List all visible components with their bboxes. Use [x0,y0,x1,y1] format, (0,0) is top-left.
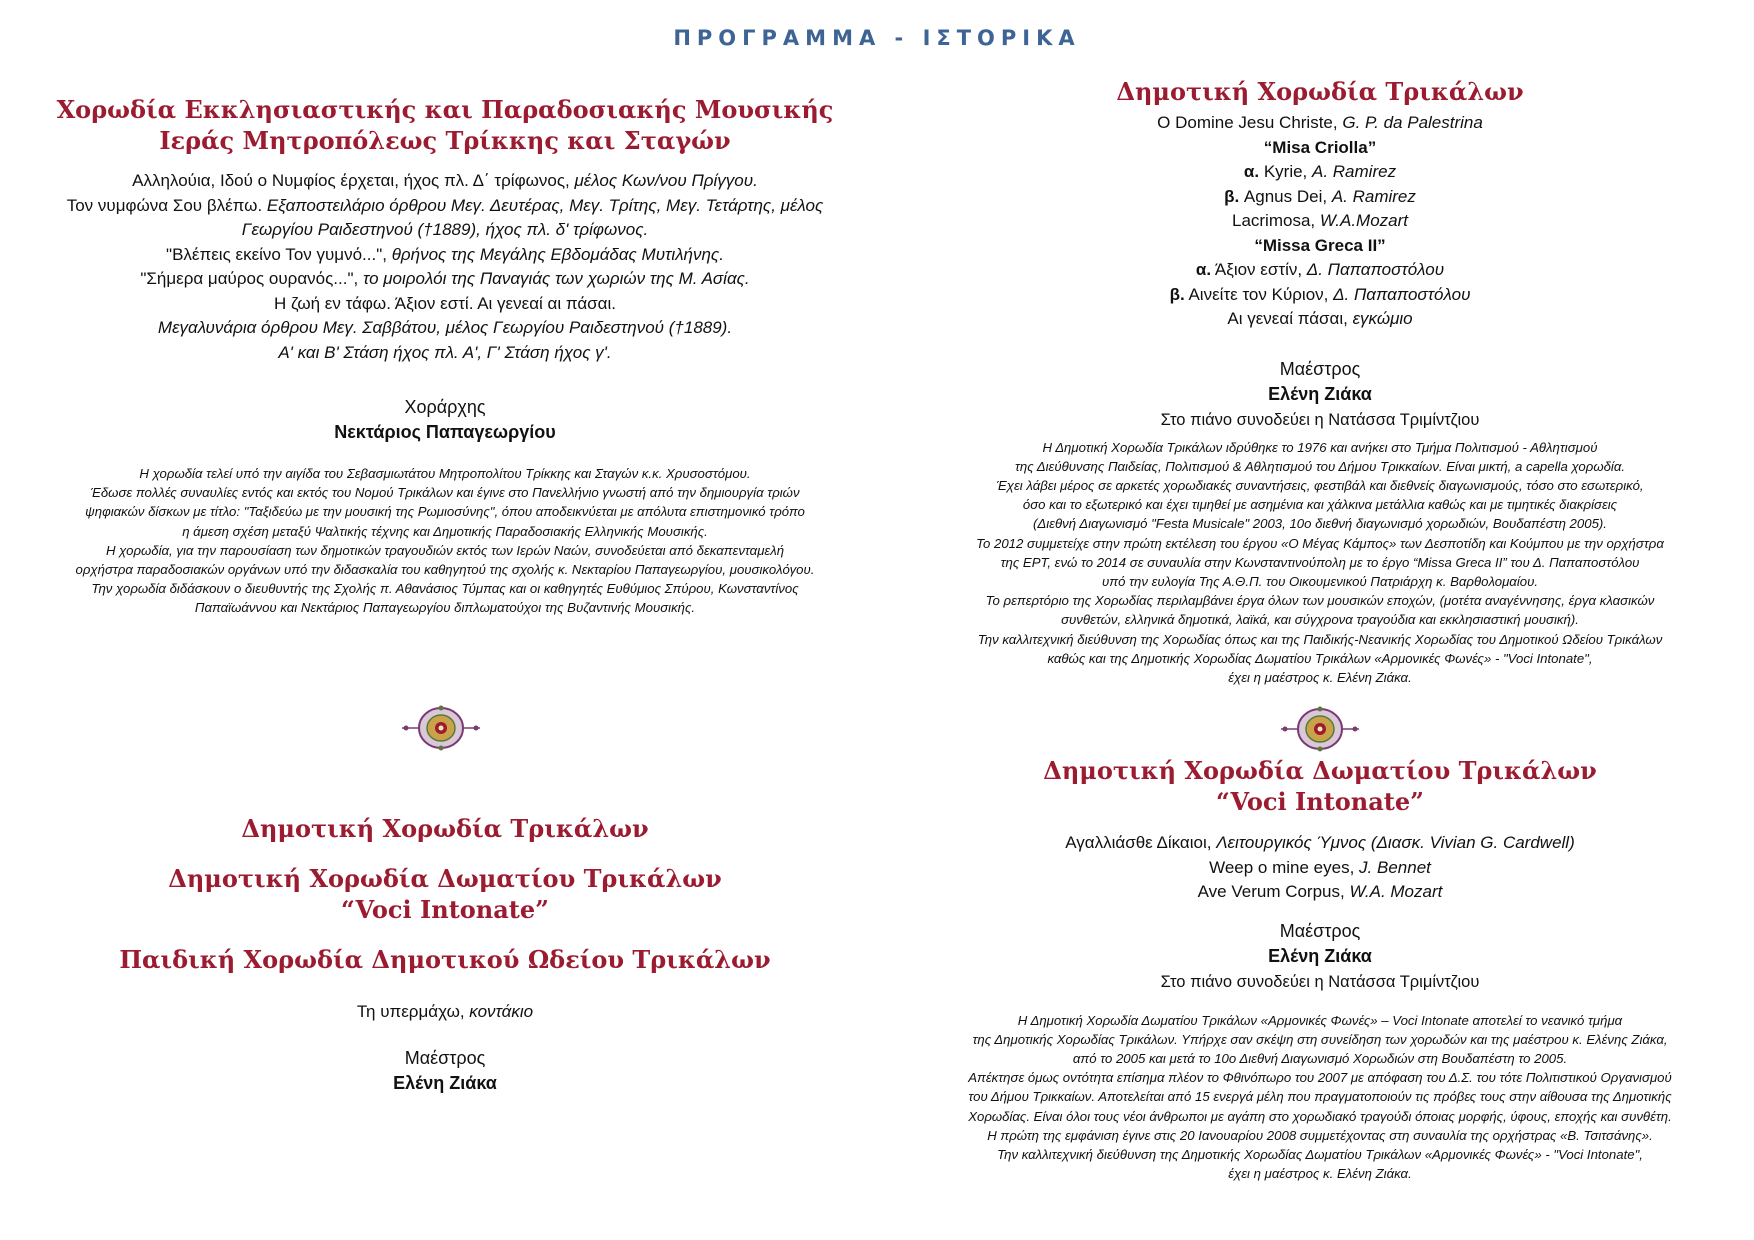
bio-line: η άμεση σχέση μεταξύ Ψαλτικής τέχνης και Δημοτικής Παραδοσιακής Ελληνικής Μουσικής. [182,523,708,539]
bio-line: της ΕΡΤ, ενώ το 2014 σε συναυλία στην Κωνσταντινούπολη με το έργο “Missa Greca II” του Δ. Παπαποστόλου [1000,554,1640,570]
bio-line: του Δήμου Τρικκαίων. Αποτελείται από 15 ενεργά μέλη που πραγματοποιούν τις πρόβες τους στην αίθουσα της Δημοτικής [968,1089,1672,1105]
municipal-choir-section [945,76,1695,687]
bio-line: Έδωσε πολλές συναυλίες εντός και εκτός του Νομού Τρικάλων και έγινε στο Πανελλήνιο γνωστή από την δημιουργία τριών [90,485,800,501]
program-item: Η ζωή εν τάφω. Άξιον εστί. Αι γενεαί αι πάσαι. [274,293,616,313]
program-item: β. Αινείτε τον Κύριον, Δ. Παπαποστόλου [1169,284,1471,304]
bio-line: από το 2005 και μετά το 10ο Διεθνή Διαγωνισμό Χορωδιών στη Βουδαπέστη το 2005. [1072,1050,1568,1066]
program-item: "Σήμερα μαύρος ουρανός...", το μοιρολόι της Παναγιάς των χωριών της Μ. Ασίας. [140,269,750,288]
choir-master-role: Χοράρχης [404,397,486,417]
title-line: Δημοτική Χορωδία Δωματίου Τρικάλων [168,864,722,893]
choir-master-name: Νεκτάριος Παπαγεωργίου [334,422,556,442]
title-line: “Voci Intonate” [1216,787,1424,816]
program-list [945,111,1695,332]
program-item: Α' και Β' Στάση ήχος πλ. Α', Γ' Στάση ήχος γ'. [278,342,612,362]
program-list [945,831,1695,905]
piano-accompaniment: Στο πιάνο συνοδεύει η Νατάσσα Τριμίντζιου [1160,972,1480,991]
choir-ecclesiastical-section [20,94,870,618]
bio-line: της Διεύθυνσης Παιδείας, Πολιτισμού & Αθλητισμού του Δήμου Τρικκαίων. Είναι μικτή, a capella χορωδία. [1014,458,1626,474]
bio-line: Την καλλιτεχνική διεύθυνση της Δημοτικής Χορωδίας Δωματίου Τρικάλων «Αρμονικές Φωνές» - "Voci Intonate", [997,1146,1643,1162]
program-item: Τον νυμφώνα Σου βλέπω. Εξαποστειλάριο όρθρου Μεγ. Δευτέρας, Μεγ. Τρίτης, Μεγ. Τετάρτης, μέλος [66,195,824,215]
title-line: Χορωδία Εκκλησιαστικής και Παραδοσιακής Μουσικής [56,95,834,124]
bio-line: έχει η μαέστρος κ. Ελένη Ζιάκα. [1228,1166,1412,1182]
page-title: ΠΡΟΓΡΑΜΜΑ - ΙΣΤΟΡΙΚΑ [673,26,1081,50]
bio-line: Η χορωδία τελεί υπό την αιγίδα του Σεβασμιωτάτου Μητροπολίτου Τρίκκης και Σταγών κ.κ. Χρυσοστόμου. [139,466,751,481]
bio-line: Η χορωδία, για την παρουσίαση των δημοτικών τραγουδιών εκτός των Ιερών Ναών, συνοδεύεται από δεκαπενταμελή [105,542,785,558]
ornament-left [402,702,480,754]
chamber-choir-title [945,755,1695,817]
joint-title-children: Παιδική Χορωδία Δημοτικού Ωδείου Τρικάλων [119,945,771,974]
program-item: Αι γενεαί πάσαι, εγκώμιο [1227,309,1413,328]
bio-line: Απέκτησε όμως οντότητα επίσημα πλέον το Φθινόπωρο του 2007 με απόφαση του Δ.Σ. του τότε Πολιτιστικού Οργανισμού [968,1070,1672,1086]
program-item: "Βλέπεις εκείνο Τον γυμνό...", θρήνος της Μεγάλης Εβδομάδας Μυτιλήνης. [166,244,724,264]
program-item: Αλληλούια, Ιδού ο Νυμφίος έρχεται, ήχος πλ. Δ΄ τρίφωνος, μέλος Κων/νου Πρίγγου. [132,171,758,190]
choir-bio [945,438,1695,688]
program-item: Τη υπερμάχω, κοντάκιο [356,1002,534,1021]
bio-line: έχει η μαέστρος κ. Ελένη Ζιάκα. [1228,669,1412,685]
program-item: O Domine Jesu Christe, G. P. da Palestrina [1157,113,1483,132]
bio-line: Η πρώτη της εμφάνιση έγινε στις 20 Ιανουαρίου 2008 συμμετέχοντας στη συναυλία της ορχήστρας «Β. Τσιτσάνης». [987,1127,1653,1143]
conductor-name: Ελένη Ζιάκα [1268,945,1372,966]
choir-bio [945,1011,1695,1184]
program-item: “Missa Greca II” [1254,235,1386,255]
municipal-choir-title: Δημοτική Χορωδία Τρικάλων [1116,77,1524,106]
bio-line: Χορωδίας. Είναι όλοι τους νέοι άνθρωποι με αγάπη στο χορωδιακό τραγούδι όποιας μορφής, ύφους, εποχής και συνθέτη. [968,1108,1672,1124]
conductor-role: Μαέστρος [1279,358,1361,379]
bio-line: υπό την ευλογία Της Α.Θ.Π. του Οικουμενικού Πατριάρχη κ. Βαρθολομαίου. [1101,573,1539,589]
bio-line: καθώς και της Δημοτικής Χορωδίας Δωματίου Τρικάλων «Αρμονικές Φωνές» - "Voci Intonate", [1047,650,1593,666]
title-line: “Voci Intonate” [341,895,549,924]
program-list [20,169,870,365]
choir-bio [20,464,870,618]
bio-line: Το 2012 συμμετείχε στην πρώτη εκτέλεση του έργου «Ο Μέγας Κάμπος» των Δεσποτίδη και Κούμπου με την ορχήστρα [976,535,1664,551]
program-item: α. Άξιον εστίν, Δ. Παπαποστόλου [1195,260,1445,279]
joint-title-chamber [20,863,870,925]
bio-line: Παπαϊωάννου και Νεκτάριος Παπαγεωργίου διπλωματούχοι της Βυζαντινής Μουσικής. [194,600,696,616]
bio-line: της Δημοτικής Χορωδίας Τρικάλων. Υπήρχε σαν σκέψη στη συνείδηση των χορωδών και της μαέστρου κ. Ελένης Ζιάκα, [972,1031,1668,1047]
bio-line: ορχήστρα παραδοσιακών οργάνων υπό την διδασκαλία του καθηγητού της σχολής κ. Νεκταρίου Παπαγεωργίου, μουσικολόγου. [75,562,815,578]
choir-ecclesiastical-title [20,94,870,156]
program-item: Weep o mine eyes, J. Bennet [1209,857,1431,877]
bio-line: Την χορωδία διδάσκουν ο διευθυντής της Σχολής π. Αθανάσιος Τύμπας και οι καθηγητές Ευθύμιος Σπύρου, Κωνσταντίνος [91,581,799,597]
piano-accompaniment: Στο πιάνο συνοδεύει η Νατάσσα Τριμίντζιου [1160,410,1480,429]
program-item: Ave Verum Corpus, W.A. Mozart [1197,882,1443,901]
bio-line: όσο και το εξωτερικό και έχει τιμηθεί με ασημένια και χάλκινα μετάλλια καθώς και με τιμητικές διακρίσεις [1022,497,1618,513]
joint-choirs-section [20,813,870,1096]
program-item: Γεωργίου Ραιδεστηνού (†1889), ήχος πλ. δ' τρίφωνος. [241,220,649,239]
bio-line: Την καλλιτεχνική διεύθυνση της Χορωδίας όπως και της Παιδικής-Νεανικής Χορωδίας του Δημοτικού Ωδείου Τρικάλων [977,631,1663,647]
conductor-name: Ελένη Ζιάκα [1268,383,1372,404]
bio-line: ψηφιακών δίσκων με τίτλο: "Ταξιδεύω με την μουσική της Ρωμιοσύνης", όπου αποδεικνύεται με απόλυτα επιστημονικό τρόπο [85,504,805,520]
program-item: Αγαλλιάσθε Δίκαιοι, Λειτουργικός Ύμνος (Διασκ. Vivian G. Cardwell) [1065,833,1575,852]
title-line: Ιεράς Μητροπόλεως Τρίκκης και Σταγών [159,126,731,155]
ornament-right [1281,703,1359,755]
conductor-name: Ελένη Ζιάκα [393,1072,497,1093]
joint-title-municipal: Δημοτική Χορωδία Τρικάλων [241,814,649,843]
program-item: Lacrimosa, W.A.Mozart [1231,211,1409,230]
title-line: Δημοτική Χορωδία Δωματίου Τρικάλων [1043,756,1597,785]
bio-line: (Διεθνή Διαγωνισμό "Festa Musicale" 2003, 10ο διεθνή διαγωνισμό χορωδιών, Βουδαπέστη 2005). [1033,516,1607,532]
bio-line: Η Δημοτική Χορωδία Τρικάλων ιδρύθηκε το 1976 και ανήκει στο Τμήμα Πολιτισμού - Αθλητισμού [1042,439,1598,455]
bio-line: Το ρεπερτόριο της Χορωδίας περιλαμβάνει έργα όλων των μουσικών εποχών, (μοτέτα αναγέννησης, έργα κλασικών [985,593,1655,609]
program-item: “Misa Criolla” [1263,137,1377,157]
program-item: β. Agnus Dei, A. Ramirez [1224,186,1416,206]
conductor-role: Μαέστρος [1279,920,1361,941]
bio-line: Έχει λάβει μέρος σε αρκετές χορωδιακές συναντήσεις, φεστιβάλ και διεθνείς διαγωνισμούς, τόσο στο εσωτερικό, [996,477,1644,493]
chamber-choir-section [945,755,1695,1183]
program-item: α. Kyrie, A. Ramirez [1243,162,1397,181]
program-item: Μεγαλυνάρια όρθρου Μεγ. Σαββάτου, μέλος Γεωργίου Ραιδεστηνού (†1889). [157,318,733,337]
bio-line: Η Δημοτική Χορωδία Δωματίου Τρικάλων «Αρμονικές Φωνές» – Voci Intonate αποτελεί το νεανικό τμήμα [1017,1012,1623,1028]
bio-line: συνθετών, ελληνικά δημοτικά, λαϊκά, και σύγχρονα τραγούδια και εκκλησιαστική μουσική). [1061,612,1579,628]
conductor-role: Μαέστρος [404,1047,486,1068]
